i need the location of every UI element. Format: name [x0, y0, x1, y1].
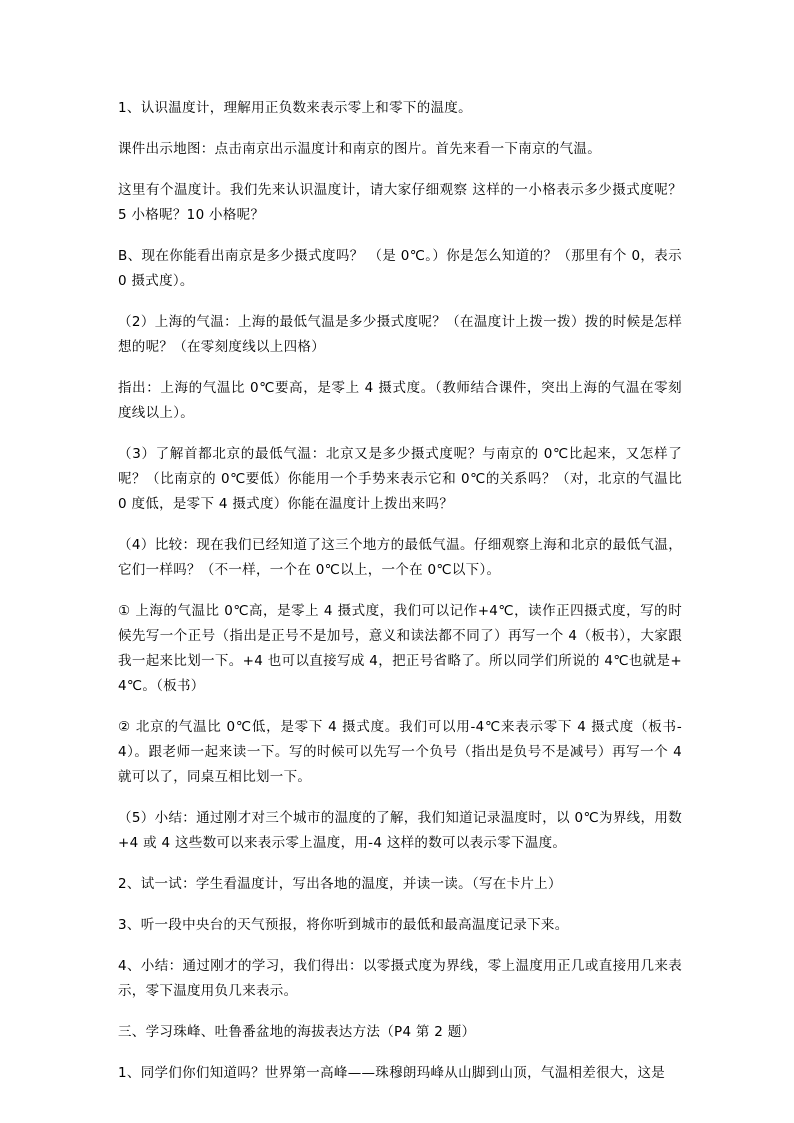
- paragraph-13: 3、听一段中央台的天气预报，将你听到城市的最低和最高温度记录下来。: [118, 917, 569, 933]
- paragraph-6: 指出：上海的气温比 0℃要高，是零上 4 摄式度。（教师结合课件，突出上海的气温在零刻度线以上）。: [118, 380, 682, 421]
- paragraph-8: （4）比较：现在我们已经知道了这三个地方的最低气温。仔细观察上海和北京的最低气温，它们一样吗？（不一样，一个在 0℃以上，一个在 0℃以下）。: [118, 537, 682, 578]
- paragraph-16: 1、同学们你们知道吗？世界第一高峰——珠穆朗玛峰从山脚到山顶，气温相差很大，这是: [118, 1065, 666, 1081]
- section-heading: 三、学习珠峰、吐鲁番盆地的海拔表达方法（P4 第 2 题）: [118, 1024, 476, 1040]
- paragraph-14: 4、小结：通过刚才的学习，我们得出：以零摄式度为界线，零上温度用正几或直接用几来表示，零下温度用负几来表示。: [118, 958, 682, 999]
- paragraph-9: ① 上海的气温比 0℃高，是零上 4 摄式度，我们可以记作+4℃，读作正四摄式度，写的时候先写一个正号（指出是正号不是加号，意义和读法都不同了）再写一个 4（板书），大家跟我一起来比划一下。+4 也可以直接写成 4，把正号省略了。所以同学们所说的 4℃也就是+4℃。（板书）: [118, 603, 682, 694]
- paragraph-11: （5）小结：通过刚才对三个城市的温度的了解，我们知道记录温度时，以 0℃为界线，用数+4 或 4 这些数可以来表示零上温度，用-4 这样的数可以表示零下温度。: [118, 810, 682, 851]
- paragraph-10: ② 北京的气温比 0℃低，是零下 4 摄式度。我们可以用-4℃来表示零下 4 摄式度（板书-4）。跟老师一起来读一下。写的时候可以先写一个负号（指出是负号不是减号）再写一个 4就可以了，同桌互相比划一下。: [118, 719, 682, 785]
- paragraph-3: 这里有个温度计。我们先来认识温度计，请大家仔细观察 这样的一小格表示多少摄式度呢？5 小格呢？10 小格呢？: [118, 182, 682, 223]
- paragraph-12: 2、试一试：学生看温度计，写出各地的温度，并读一读。（写在卡片上）: [118, 876, 562, 892]
- paragraph-4: B、现在你能看出南京是多少摄式度吗？ （是 0℃。）你是怎么知道的？（那里有个 0，表示 0 摄式度）。: [118, 248, 682, 289]
- paragraph-7: （3）了解首都北京的最低气温：北京又是多少摄式度呢？与南京的 0℃比起来，又怎样了呢？（比南京的 0℃要低）你能用一个手势来表示它和 0℃的关系吗？（对，北京的气温比 0 度低，是零下 4 摄式度）你能在温度计上拨出来吗？: [118, 446, 682, 512]
- paragraph-2: 课件出示地图：点击南京出示温度计和南京的图片。首先来看一下南京的气温。: [118, 141, 601, 157]
- paragraph-1: 1、认识温度计，理解用正负数来表示零上和零下的温度。: [118, 100, 472, 116]
- paragraph-5: （2）上海的气温：上海的最低气温是多少摄式度呢？（在温度计上拨一拨）拨的时候是怎样想的呢？（在零刻度线以上四格）: [118, 314, 682, 355]
